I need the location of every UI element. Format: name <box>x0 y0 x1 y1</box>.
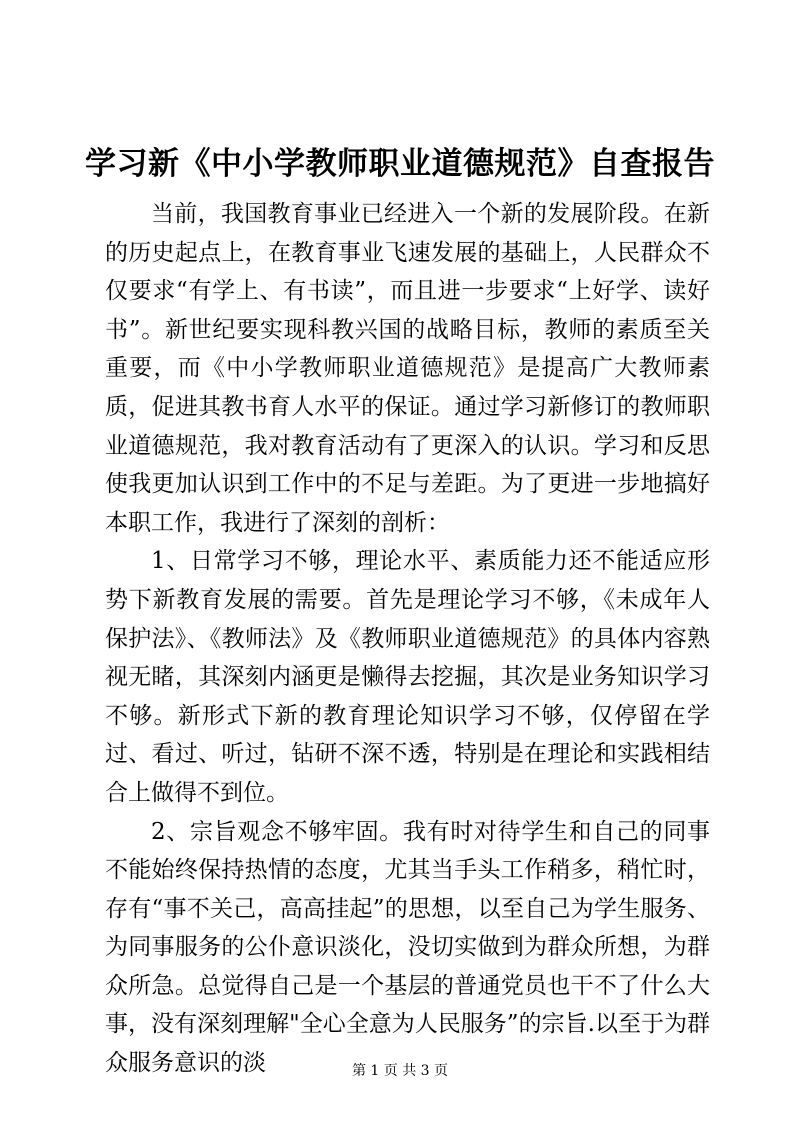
document-body <box>105 195 710 1083</box>
document-title: 学习新《中小学教师职业道德规范》自查报告 <box>85 146 715 182</box>
paragraph-intro: 当前，我国教育事业已经进入一个新的发展阶段。在新的历史起点上，在教育事业飞速发展的基础上，人民群众不仅要求“有学上、有书读”，而且进一步要求“上好学、读好书”。新世纪要实现科教兴国的战略目标，教师的素质至关重要，而《中小学教师职业道德规范》是提高广大教师素质，促进其教书育人水平的保证。通过学习新修订的教师职业道德规范，我对教育活动有了更深入的认识。学习和反思使我更加认识到工作中的不足与差距。为了更进一步地搞好本职工作，我进行了深刻的剖析： <box>105 201 710 536</box>
paragraph-item-2: 2、宗旨观念不够牢固。我有时对待学生和自己的同事不能始终保持热情的态度，尤其当手头工作稍多，稍忙时，存有“事不关己，高高挂起”的思想，以至自己为学生服务、为同事服务的公仆意识淡化，没切实做到为群众所想，为群众所急。总觉得自己是一个基层的普通党员也干不了什么大事，没有深刻理解"全心全意为人民服务”的宗旨.以至于为群众服务意识的淡 <box>105 818 710 1077</box>
paragraph-item-1: 1、日常学习不够，理论水平、素质能力还不能适应形势下新教育发展的需要。首先是理论学习不够，《未成年人保护法》、《教师法》及《教师职业道德规范》的具体内容熟视无睹，其深刻内涵更是懒得去挖掘，其次是业务知识学习不够。新形式下新的教育理论知识学习不够，仅停留在学过、看过、听过，钻研不深不透，特别是在理论和实践相结合上做得不到位。 <box>105 548 710 806</box>
page-footer: 第 1 页 共 3 页 <box>351 1063 449 1079</box>
